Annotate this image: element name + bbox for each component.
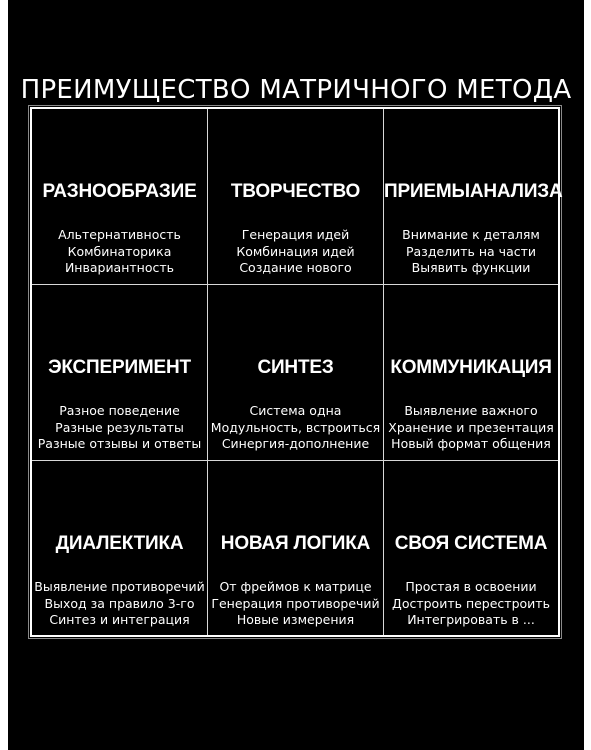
cell-item: Генерация противоречий <box>211 595 380 611</box>
cell-item: Разные результаты <box>55 419 184 435</box>
cell-heading: ТВОРЧЕСТВО <box>230 181 361 202</box>
cell-item-list <box>208 227 383 277</box>
cell-item: Синтез и интеграция <box>49 612 190 627</box>
matrix-cell-own-system <box>384 461 558 635</box>
cell-item: Инвариантность <box>64 260 175 275</box>
cell-heading: РАЗНООБРАЗИЕ <box>42 181 197 202</box>
cell-item: Выход за правило 3-го <box>44 595 195 611</box>
cell-item: Простая в освоении <box>405 579 537 594</box>
matrix-cell-creativity <box>208 109 384 285</box>
cell-item-list <box>32 403 207 453</box>
cell-item-list <box>384 579 558 629</box>
cell-item: Комбинация идей <box>236 243 355 259</box>
cell-item: Разные отзывы и ответы <box>37 436 202 451</box>
matrix-cell-analysis <box>384 109 563 285</box>
cell-item: Выявление противоречий <box>34 579 205 594</box>
cell-item-list <box>384 227 558 277</box>
cell-heading: КОММУНИКАЦИЯ <box>390 357 552 378</box>
cell-item: Разное поведение <box>59 403 180 418</box>
cell-heading: СИНТЕЗ <box>257 357 334 378</box>
cell-item-list <box>208 579 383 629</box>
cell-item: Выявление важного <box>404 403 538 418</box>
poster-panel <box>8 0 584 750</box>
cell-item-list <box>32 227 207 277</box>
matrix-cell-communication <box>384 285 558 461</box>
cell-item: Синергия-дополнение <box>221 436 370 451</box>
cell-item: Альтернативность <box>58 227 181 242</box>
cell-heading: СВОЯ СИСТЕМА <box>394 533 548 554</box>
matrix-cell-experiment <box>32 285 208 461</box>
cell-item-list <box>32 579 207 629</box>
cell-item: Достроить перестроить <box>392 595 550 611</box>
cell-heading: ДИАЛЕКТИКА <box>55 533 184 554</box>
cell-item: Создание нового <box>239 260 352 275</box>
cell-item: Генерация идей <box>241 227 350 242</box>
cell-item-list <box>384 403 558 453</box>
matrix-cell-synthesis <box>208 285 384 461</box>
cell-heading: ПРИЕМЫАНАЛИЗА <box>384 181 563 202</box>
cell-item: Разделить на части <box>405 243 537 259</box>
cell-item: Система одна <box>249 403 342 418</box>
cell-item: Хранение и презентация <box>388 419 554 435</box>
cell-item: От фреймов к матрице <box>219 579 372 594</box>
cell-item: Комбинаторика <box>67 243 172 259</box>
cell-item: Новый формат общения <box>391 436 551 451</box>
cell-item: Внимание к деталям <box>402 227 540 242</box>
cell-item: Модульность, встроиться <box>210 419 381 435</box>
diagram-title: ПРЕИМУЩЕСТВО МАТРИЧНОГО МЕТОДА <box>20 75 572 105</box>
cell-item: Новые измерения <box>236 612 355 627</box>
cell-item: Интегрировать в ... <box>407 612 535 627</box>
cell-item-list <box>208 403 383 453</box>
matrix-grid <box>30 107 563 637</box>
cell-heading: НОВАЯ ЛОГИКА <box>220 533 371 554</box>
matrix-cell-new-logic <box>208 461 384 635</box>
cell-item: Выявить функции <box>411 260 531 275</box>
cell-heading: ЭКСПЕРИМЕНТ <box>48 357 191 378</box>
matrix-cell-diversity <box>32 109 208 285</box>
matrix-cell-dialectics <box>32 461 208 635</box>
